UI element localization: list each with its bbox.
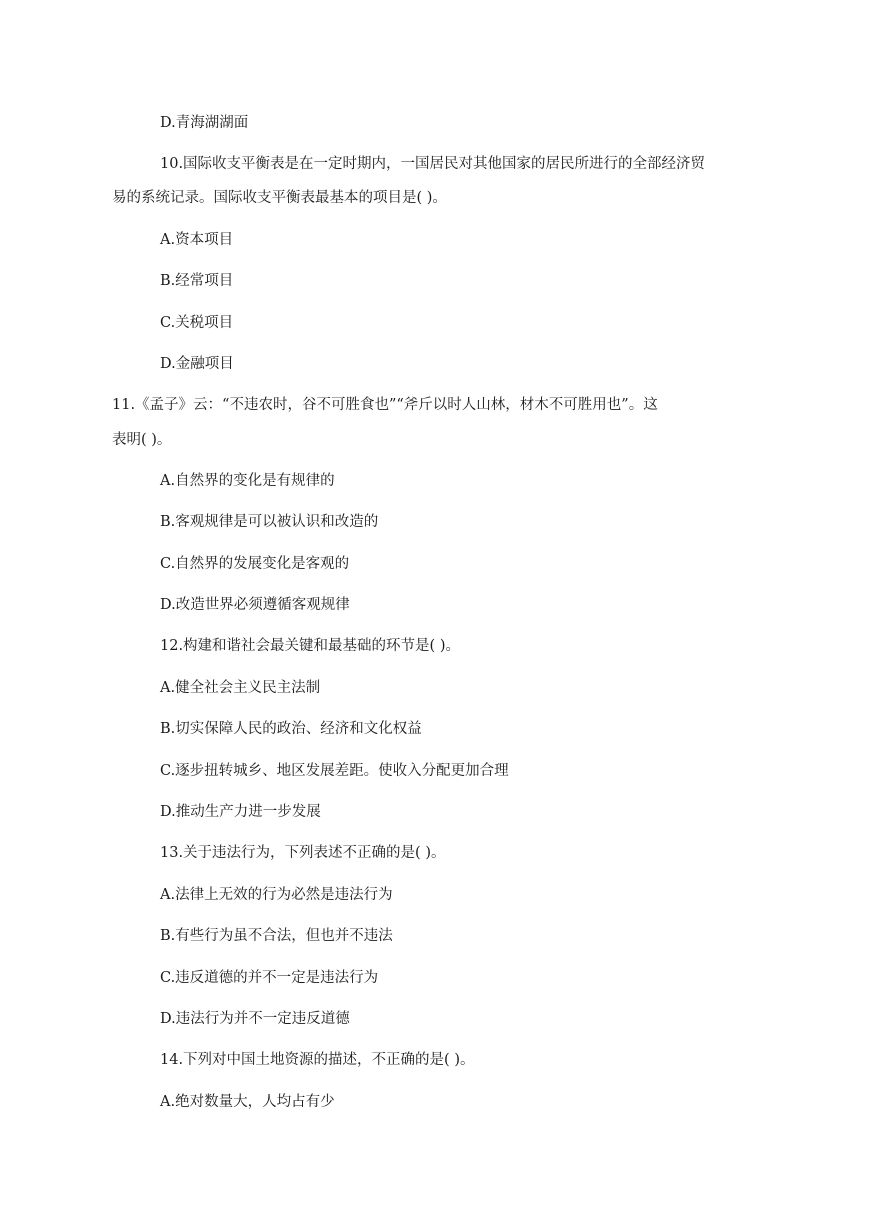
option-13b: B.有些行为虽不合法，但也并不违法 (160, 928, 393, 944)
option-10d: D.金融项目 (160, 356, 234, 372)
option-10a: A.资本项目 (160, 232, 234, 248)
option-11c: C.自然界的发展变化是客观的 (160, 556, 350, 572)
option-12b: B.切实保障人民的政治、经济和文化权益 (160, 721, 422, 737)
question-14: 14.下列对中国土地资源的描述，不正确的是( )。 (160, 1052, 475, 1068)
option-10c: C.关税项目 (160, 315, 234, 331)
option-11d: D.改造世界必须遵循客观规律 (160, 597, 350, 613)
option-12d: D.推动生产力进一步发展 (160, 804, 321, 820)
question-11: 11.《孟子》云：“不违农时，谷不可胜食也”“斧斤以时人山林，材木不可胜用也”。这 (112, 397, 658, 413)
option-11b: B.客观规律是可以被认识和改造的 (160, 514, 379, 530)
question-12: 12.构建和谐社会最关键和最基础的环节是( )。 (160, 638, 460, 654)
option-9d: D.青海湖湖面 (160, 115, 249, 131)
question-11-continued: 表明( )。 (112, 432, 172, 448)
option-14a: A.绝对数量大，人均占有少 (160, 1094, 335, 1110)
option-11a: A.自然界的变化是有规律的 (160, 473, 335, 489)
question-10-continued: 易的系统记录。国际收支平衡表最基本的项目是( )。 (112, 190, 447, 206)
question-10: 10.国际收支平衡表是在一定时期内，一国居民对其他国家的居民所进行的全部经济贸 (160, 156, 706, 172)
option-10b: B.经常项目 (160, 273, 234, 289)
option-13c: C.违反道德的并不一定是违法行为 (160, 970, 379, 986)
option-13d: D.违法行为并不一定违反道德 (160, 1011, 350, 1027)
option-13a: A.法律上无效的行为必然是违法行为 (160, 887, 393, 903)
question-13: 13.关于违法行为，下列表述不正确的是( )。 (160, 845, 446, 861)
option-12c: C.逐步扭转城乡、地区发展差距。使收入分配更加合理 (160, 763, 509, 779)
option-12a: A.健全社会主义民主法制 (160, 680, 321, 696)
